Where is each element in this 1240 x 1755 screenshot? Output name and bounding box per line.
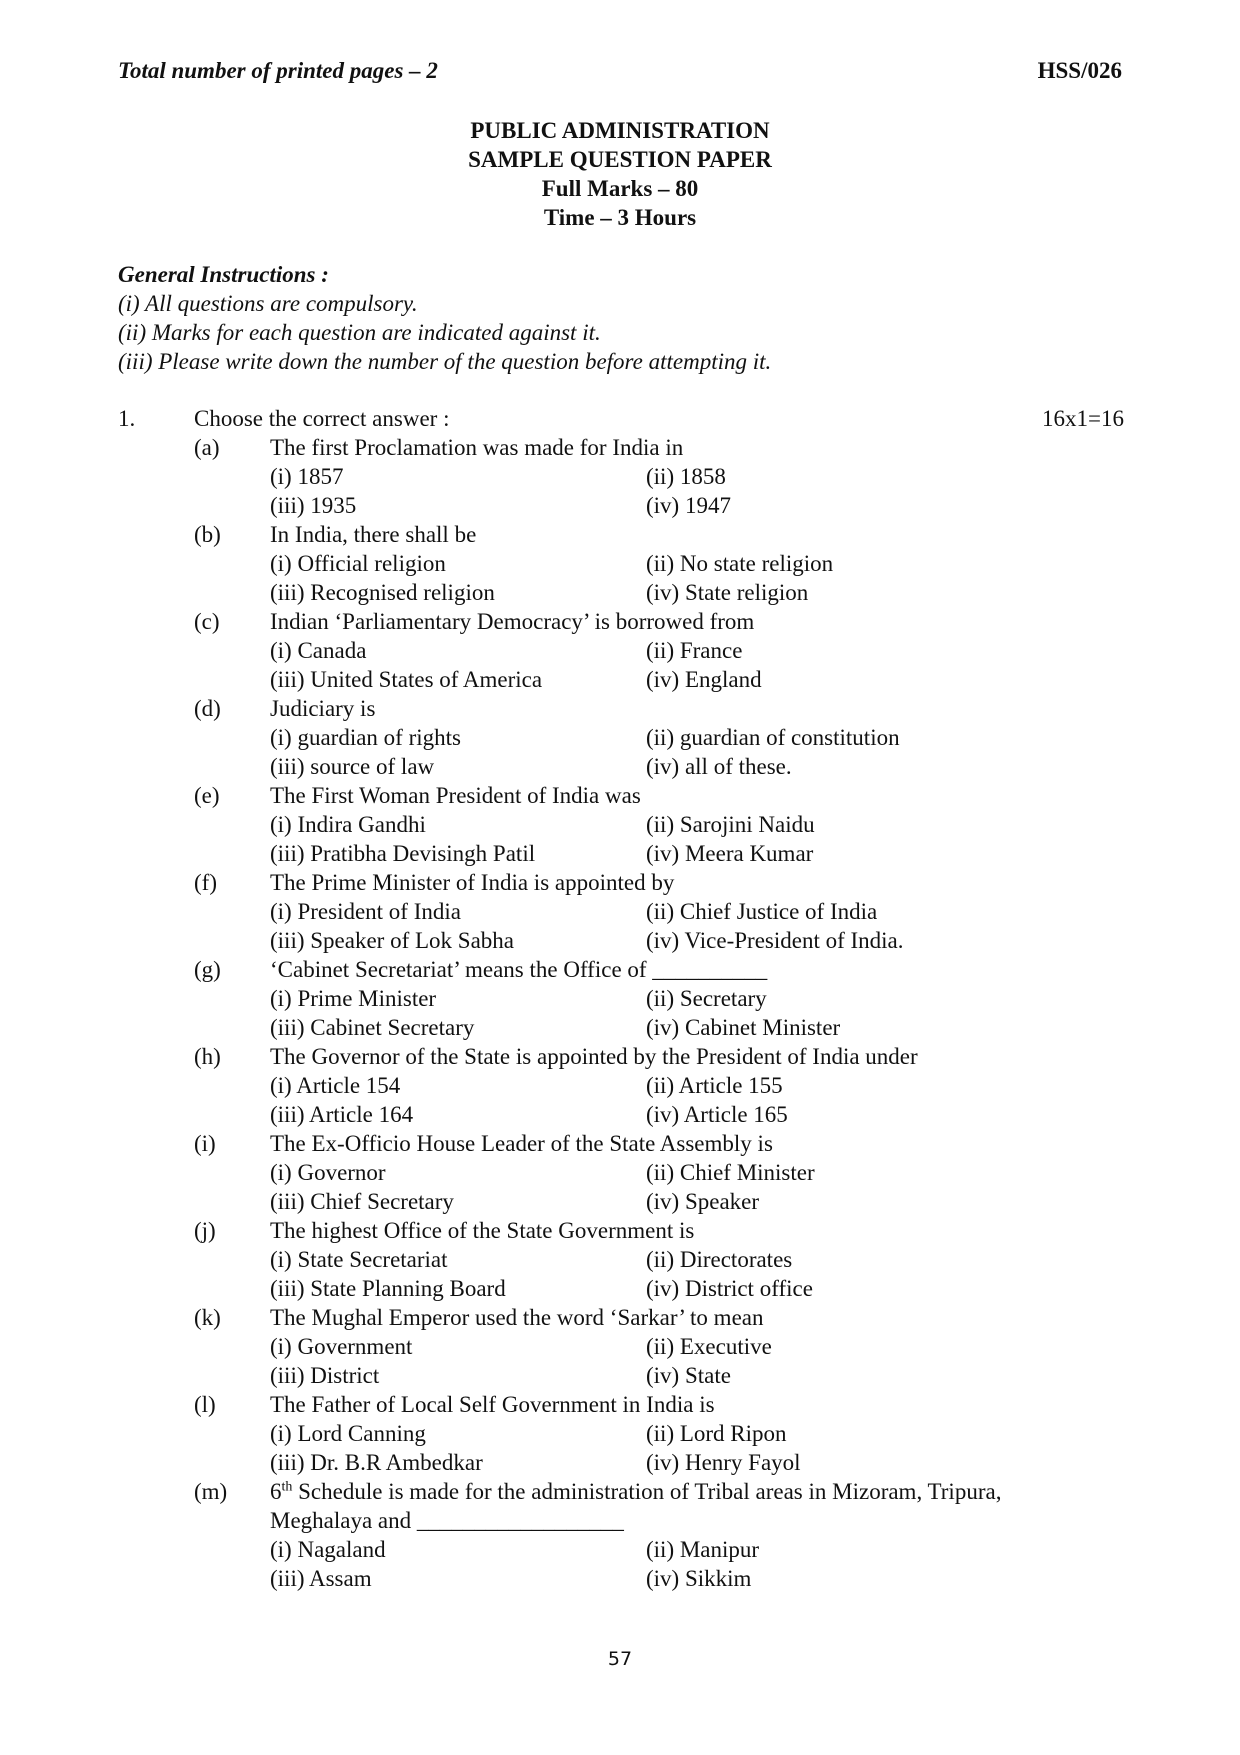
schedule-number: 6	[270, 1479, 282, 1504]
option: (iii) Pratibha Devisingh Patil	[270, 841, 536, 866]
option: (i) Official religion	[270, 551, 446, 576]
option: (iv) Article 165	[646, 1102, 788, 1127]
option: (iv) Speaker	[646, 1189, 760, 1214]
options	[270, 984, 1124, 1042]
paper-title: SAMPLE QUESTION PAPER	[468, 147, 772, 172]
option: (i) Article 154	[270, 1073, 401, 1098]
sub-question	[118, 868, 1124, 955]
option: (iv) Vice-President of India.	[646, 928, 904, 953]
options	[270, 1158, 1124, 1216]
sub-question	[118, 694, 1124, 781]
options	[270, 549, 1124, 607]
sub-question-m	[118, 1477, 1124, 1593]
question-number: 1.	[118, 406, 136, 431]
sub-question	[118, 1216, 1124, 1303]
option: (ii) Article 155	[646, 1073, 783, 1098]
options	[270, 1535, 1124, 1593]
sub-questions	[118, 433, 1124, 1477]
full-marks: Full Marks – 80	[541, 176, 699, 201]
option: (i) Prime Minister	[270, 986, 437, 1011]
sub-question-letter: (i)	[194, 1131, 216, 1156]
sub-question	[118, 1303, 1124, 1390]
title-block	[0, 116, 1240, 232]
option: (iv) State religion	[646, 580, 809, 605]
sub-question-line-2: Meghalaya and __________________	[270, 1508, 624, 1533]
option: (iii) Recognised religion	[270, 580, 495, 605]
option: (iv) District office	[646, 1276, 813, 1301]
option: (i) President of India	[270, 899, 461, 924]
option: (i) Lord Canning	[270, 1421, 426, 1446]
option: (iii) Dr. B.R Ambedkar	[270, 1450, 483, 1475]
general-instructions	[118, 260, 771, 376]
option: (i) Indira Gandhi	[270, 812, 426, 837]
option: (iii) 1935	[270, 493, 357, 518]
option: (i) Canada	[270, 638, 367, 663]
option: (iv) Meera Kumar	[646, 841, 814, 866]
ordinal-suffix: th	[281, 1479, 293, 1495]
option: (iv) Sikkim	[646, 1566, 752, 1591]
option: (iv) 1947	[646, 493, 731, 518]
question-header	[118, 404, 1124, 433]
sub-question-letter: (f)	[194, 870, 217, 895]
sub-question-text: The Prime Minister of India is appointed by	[270, 870, 675, 895]
option: (i) Governor	[270, 1160, 386, 1185]
paper-code: HSS/026	[1037, 58, 1122, 83]
sub-question-text	[270, 1477, 1124, 1535]
options	[270, 723, 1124, 781]
sub-question-letter: (k)	[194, 1305, 221, 1330]
option: (ii) Executive	[646, 1334, 772, 1359]
sub-question-letter: (j)	[194, 1218, 216, 1243]
option: (iv) Henry Fayol	[646, 1450, 801, 1475]
option: (ii) guardian of constitution	[646, 725, 900, 750]
options	[270, 1245, 1124, 1303]
sub-question-text: The First Woman President of India was	[270, 783, 641, 808]
sub-question	[118, 520, 1124, 607]
sub-question	[118, 955, 1124, 1042]
sub-question-letter: (a)	[194, 435, 220, 460]
sub-question-letter: (m)	[194, 1479, 228, 1504]
option: (ii) Directorates	[646, 1247, 793, 1272]
instruction-item: (iii) Please write down the number of the question before attempting it.	[118, 349, 772, 374]
instruction-item: (i) All questions are compulsory.	[118, 291, 418, 316]
option: (iii) State Planning Board	[270, 1276, 506, 1301]
options	[270, 810, 1124, 868]
option: (iv) Cabinet Minister	[646, 1015, 841, 1040]
sub-question-letter: (e)	[194, 783, 220, 808]
option: (ii) 1858	[646, 464, 726, 489]
sub-question-text: The Ex-Officio House Leader of the State Assembly is	[270, 1131, 773, 1156]
printed-pages-note: Total number of printed pages – 2	[118, 58, 438, 83]
option: (ii) Manipur	[646, 1537, 760, 1562]
subject-title: PUBLIC ADMINISTRATION	[470, 118, 770, 143]
option: (i) Nagaland	[270, 1537, 386, 1562]
option: (ii) No state religion	[646, 551, 834, 576]
question-marks: 16x1=16	[1042, 406, 1124, 431]
option: (i) 1857	[270, 464, 344, 489]
sub-question-text: The Mughal Emperor used the word ‘Sarkar’ to mean	[270, 1305, 764, 1330]
option: (iv) England	[646, 667, 762, 692]
sub-question	[118, 607, 1124, 694]
option: (i) Government	[270, 1334, 413, 1359]
option: (ii) Secretary	[646, 986, 767, 1011]
question-prompt: Choose the correct answer :	[194, 406, 450, 431]
option: (ii) Sarojini Naidu	[646, 812, 815, 837]
options	[270, 1071, 1124, 1129]
options	[270, 1419, 1124, 1477]
sub-question-text: The Governor of the State is appointed by the President of India under	[270, 1044, 918, 1069]
option: (iii) Article 164	[270, 1102, 414, 1127]
option: (iv) all of these.	[646, 754, 792, 779]
option: (iii) Assam	[270, 1566, 372, 1591]
sub-question-text: The Father of Local Self Government in India is	[270, 1392, 715, 1417]
option: (iv) State	[646, 1363, 731, 1388]
option: (iii) United States of America	[270, 667, 543, 692]
option: (iii) District	[270, 1363, 380, 1388]
sub-question	[118, 1129, 1124, 1216]
instruction-item: (ii) Marks for each question are indicated against it.	[118, 320, 601, 345]
sub-question-line-1: Schedule is made for the administration of Tribal areas in Mizoram, Tripura,	[292, 1479, 1002, 1504]
question-1	[118, 404, 1124, 1593]
sub-question-letter: (g)	[194, 957, 221, 982]
sub-question-text: The first Proclamation was made for India in	[270, 435, 684, 460]
time-allowed: Time – 3 Hours	[543, 205, 697, 230]
page-number: 57	[607, 1648, 633, 1670]
options	[270, 636, 1124, 694]
sub-question-letter: (h)	[194, 1044, 221, 1069]
sub-question-text: The highest Office of the State Government is	[270, 1218, 695, 1243]
options	[270, 462, 1124, 520]
sub-question-text: Judiciary is	[270, 696, 376, 721]
instructions-heading: General Instructions :	[118, 262, 329, 287]
option: (iii) Chief Secretary	[270, 1189, 454, 1214]
sub-question-letter: (l)	[194, 1392, 216, 1417]
option: (ii) Chief Minister	[646, 1160, 815, 1185]
page-header	[118, 58, 1122, 90]
option: (ii) Chief Justice of India	[646, 899, 878, 924]
sub-question	[118, 781, 1124, 868]
option: (iii) source of law	[270, 754, 435, 779]
option: (ii) France	[646, 638, 743, 663]
sub-question	[118, 1390, 1124, 1477]
sub-question-letter: (c)	[194, 609, 220, 634]
sub-question-letter: (b)	[194, 522, 221, 547]
option: (iii) Speaker of Lok Sabha	[270, 928, 514, 953]
sub-question-text: In India, there shall be	[270, 522, 477, 547]
sub-question-text: ‘Cabinet Secretariat’ means the Office of __________	[270, 957, 768, 982]
sub-question	[118, 1042, 1124, 1129]
sub-question	[118, 433, 1124, 520]
option: (i) State Secretariat	[270, 1247, 448, 1272]
options	[270, 897, 1124, 955]
sub-question-text: Indian ‘Parliamentary Democracy’ is borrowed from	[270, 609, 755, 634]
option: (ii) Lord Ripon	[646, 1421, 787, 1446]
option: (iii) Cabinet Secretary	[270, 1015, 475, 1040]
option: (i) guardian of rights	[270, 725, 461, 750]
sub-question-letter: (d)	[194, 696, 221, 721]
options	[270, 1332, 1124, 1390]
